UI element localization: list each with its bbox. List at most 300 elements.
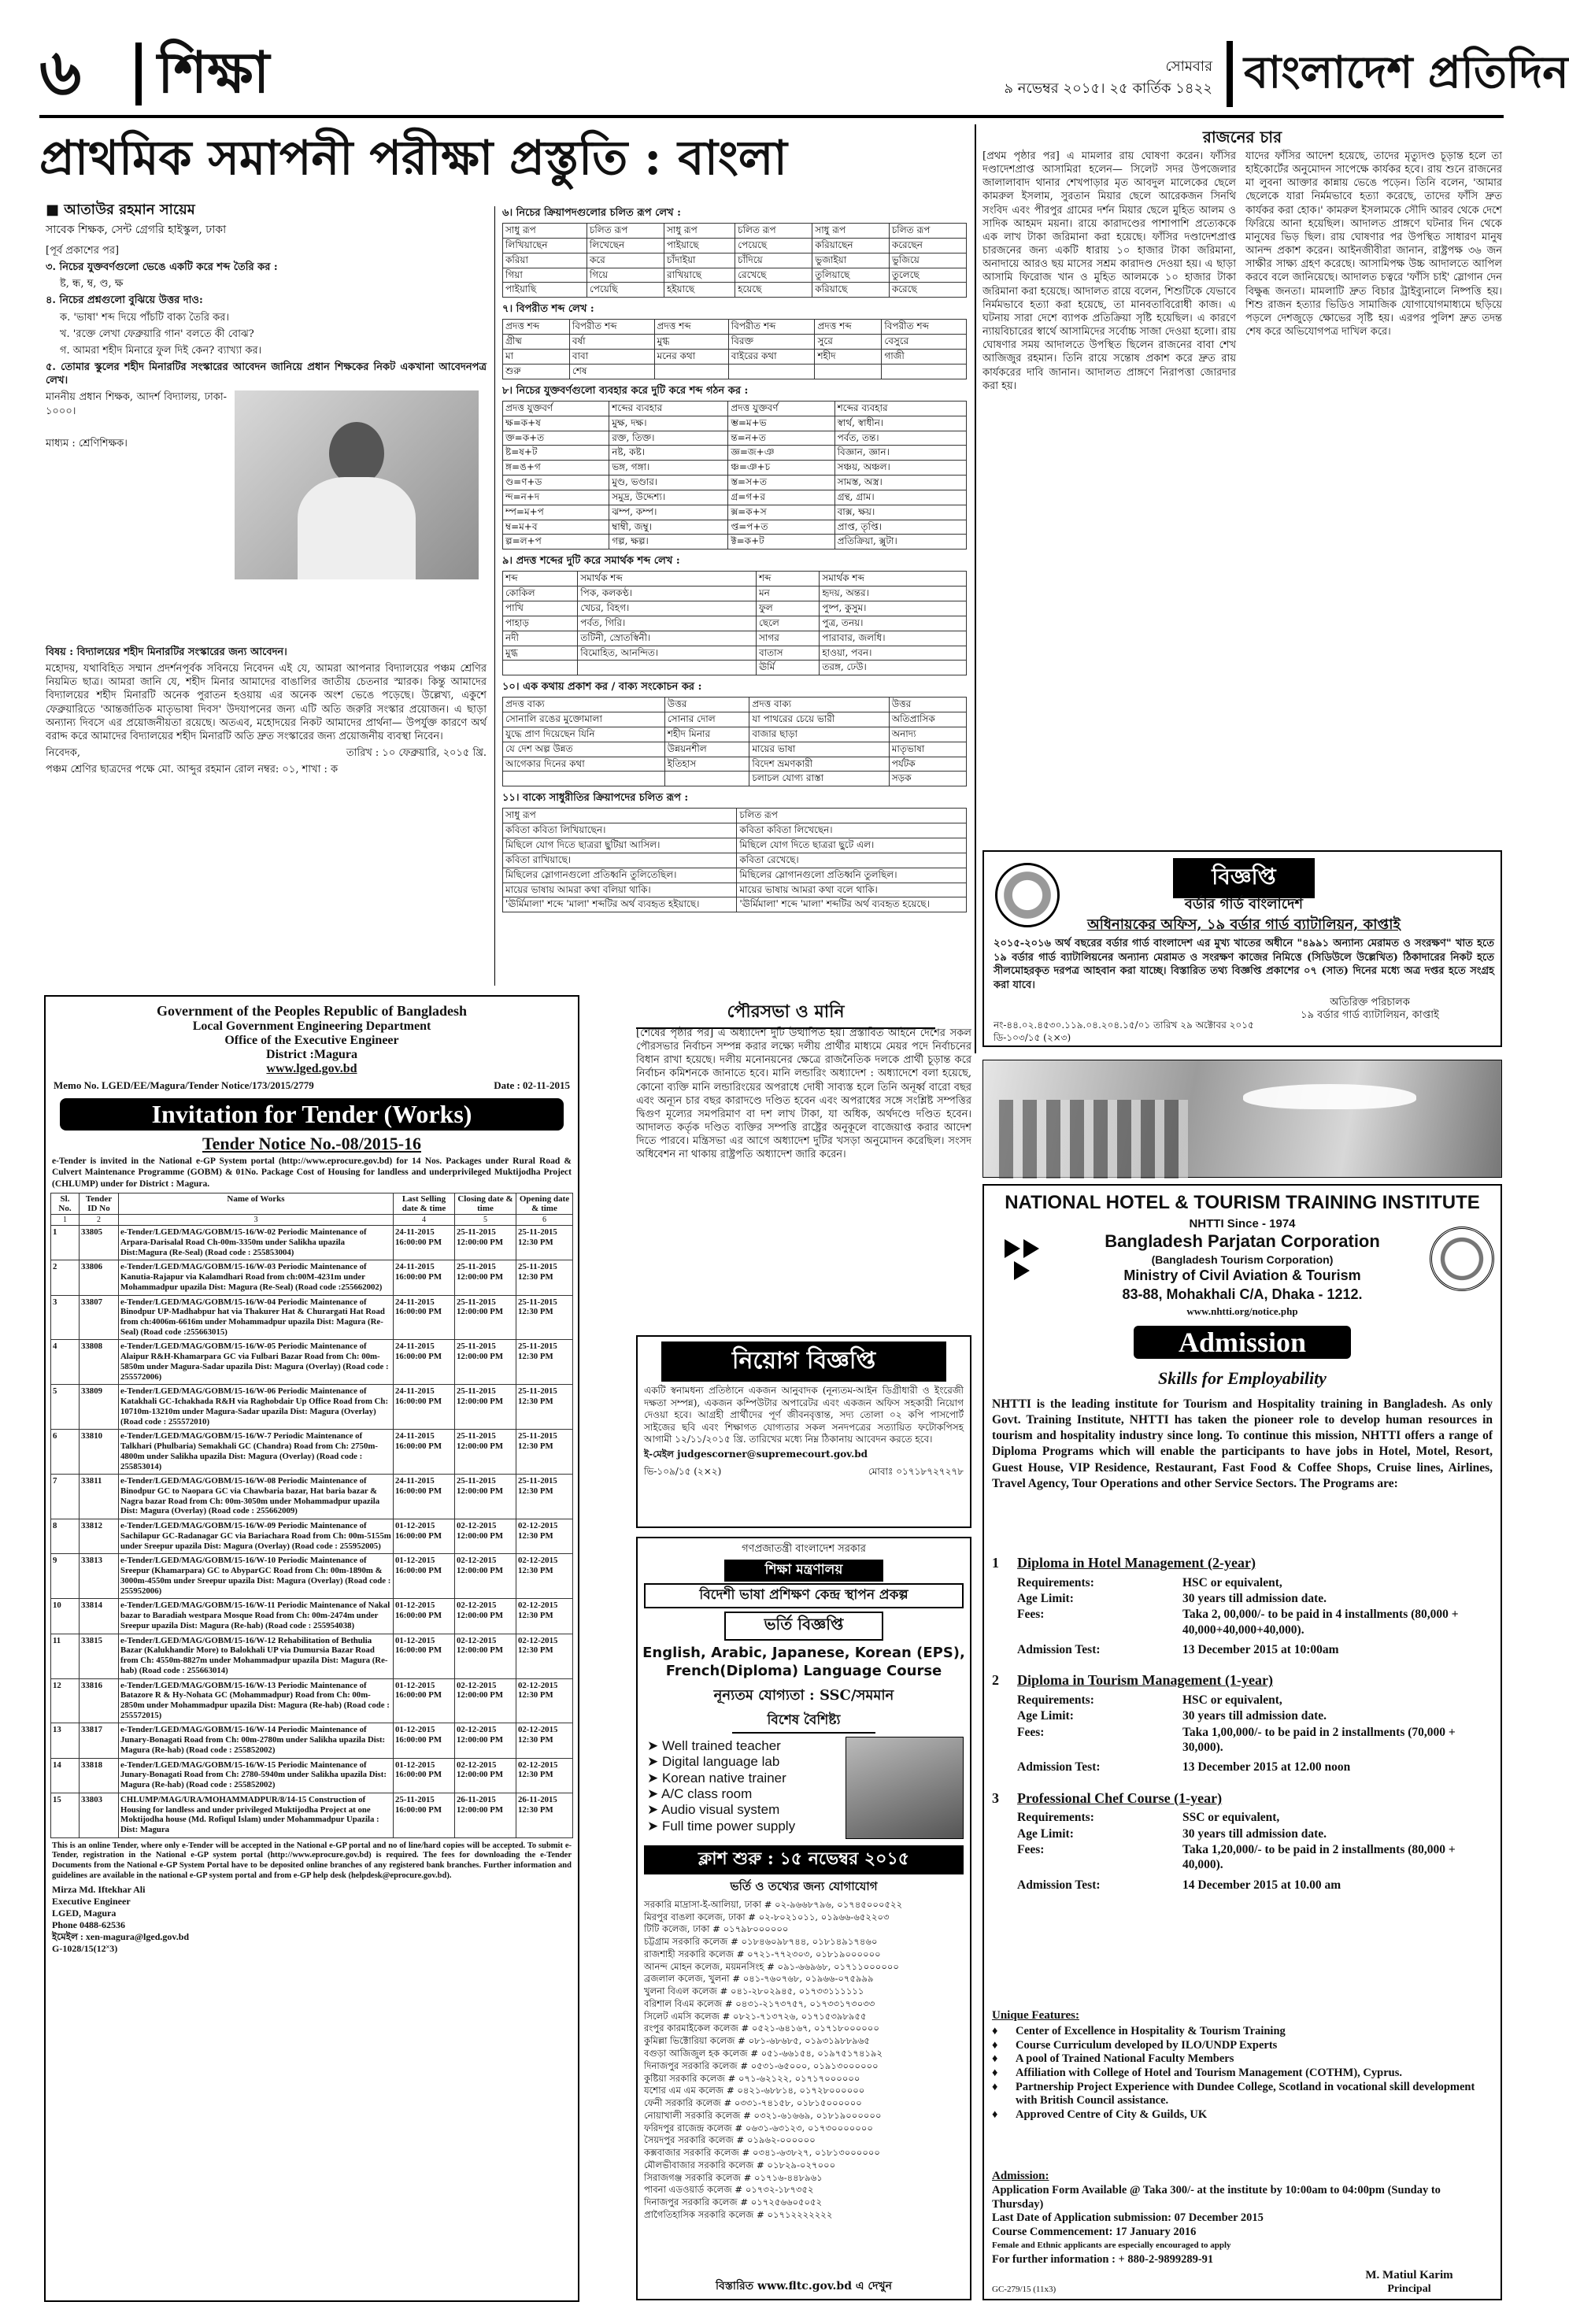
table-cell: পুষ্প, কুসুম। (820, 601, 967, 616)
table-cell: বর্ষা (569, 335, 654, 350)
q10-table (502, 697, 967, 786)
nhtti-info: For further information : + 880-2-9899289-91 (992, 2253, 1214, 2266)
tender-cell: 33810 (80, 1430, 119, 1475)
tender-cell: 33803 (80, 1793, 119, 1837)
lesson-intro: [পূর্ব প্রকাশের পর] (46, 245, 120, 257)
table-cell: করিয়াছে (812, 283, 890, 298)
table-cell: ঙ্গ=ঙ+গ (503, 461, 609, 476)
tender-header-cell: Tender ID No (80, 1193, 119, 1215)
nhtti-adm-title: Admission: (992, 2170, 1049, 2182)
table-row (503, 646, 967, 661)
lang-contacts-list (638, 1899, 970, 2222)
table-cell: ছেলে (756, 616, 819, 631)
table-cell: মিছিলে যোগ দিতে ছাত্ররা ছুটে এল। (737, 838, 967, 853)
language-ad (636, 1537, 971, 2300)
lang-min-qual: নূন্যতম যোগ্যতা : SSC/সমমান (713, 1686, 894, 1704)
table-row (503, 883, 967, 897)
nhtti-unique-text: Affiliation with College of Hotel and Tourism Management (COTHM), Cyprus. (1016, 2067, 1402, 2080)
table-cell: গ্রীষ্ম (503, 335, 570, 350)
table-cell: তরঙ্গ, ঢেউ। (820, 661, 967, 675)
table-cell: ক্স=ক+স (728, 505, 834, 520)
lesson-col-divider (494, 206, 495, 986)
table-cell: তুলেছে (889, 268, 966, 283)
program-label: Age Limit: (1017, 1591, 1074, 1605)
tender-cell: 02-12-2015 12:00:00 PM (455, 1723, 516, 1758)
table-cell: মুগ্ধ (654, 335, 728, 350)
tender-web[interactable]: www.lged.gov.bd (266, 1062, 357, 1075)
table-cell: মায়ের ভাষায় আমরা কথা বলে থাকি। (737, 883, 967, 897)
tender-cell: 1 (51, 1226, 80, 1260)
tender-cell: 5 (51, 1385, 80, 1430)
table-cell: করে (587, 253, 664, 268)
program-label: Requirements: (1017, 1575, 1094, 1589)
tender-cell: e-Tender/LGED/MAG/GOBM/15-16/W-7 Periodic Maintenance of Talkhari (Phulbaria) Semakhali GC (Chandra) Road from Ch: 2750m-4800m under Salikha upazila Dist: Magura (Overlay) (Road code : 255853014) (119, 1430, 394, 1475)
job-email[interactable]: ই-মেইল judgescorner@supremecourt.gov.bd (644, 1448, 868, 1460)
tender-memo: Memo No. LGED/EE/Magura/Tender Notice/173/2015/2779 (54, 1079, 314, 1091)
tender-cell: e-Tender/LGED/MAG/GOBM/15-16/W-08 Periodic Maintenance of Binodpur GC to Naopara GC via Chawbaria bazar, Hat baria bazar & Nagra bazar Road from Ch: 00m-3050m under Mohammadpur upazila Dist: Magura (Overlay) (Road code : 255662009) (119, 1475, 394, 1519)
table-header-cell: সাধু রূপ (812, 224, 890, 239)
lang-contact-line: মিরপুর বাঙলা কলেজ, ঢাকা # ০২-৮০২১০১১, ০১৯৬৬-৬৫২২০৩ (644, 1911, 890, 1922)
lang-contact-line: আনন্দ মোহন কলেজ, ময়মনসিংহ # ০৯১-৬৬৯৬৮, ০১৭১১০০০০০০ (644, 1960, 899, 1972)
tender-cell: 02-12-2015 12:30 PM (516, 1723, 573, 1758)
table-cell: কবিতা রাখিয়াছে। (503, 853, 737, 868)
tender-cell: 25-11-2015 16:00:00 PM (394, 1793, 455, 1837)
table-cell: সঞ্চয়, অঞ্চল। (834, 461, 966, 476)
bgb-code: ডি-১০৩/১৫ (২×৩) (994, 1032, 1071, 1043)
tender-signer-title: Executive Engineer (52, 1896, 131, 1908)
tender-cell: 01-12-2015 16:00:00 PM (394, 1519, 455, 1554)
table-row (503, 431, 967, 446)
table-cell: বাতাস (756, 646, 819, 661)
table-cell: পর্বত, তন্ত। (834, 431, 966, 446)
program-value: 30 years till admission date. (1182, 1826, 1327, 1841)
lang-contact-line: প্রাগৈতিহাসিক সরকারি কলেজ # ০১৭১২২২২২২২ (644, 2208, 833, 2220)
table-cell: সুরে (815, 335, 882, 350)
job-title: নিয়োগ বিজ্ঞপ্তি (661, 1341, 946, 1382)
table-header-cell: উত্তর (664, 698, 749, 712)
tender-cell: e-Tender/LGED/MAG/GOBM/15-16/W-04 Periodic Maintenance of Binodpur UP-Madhabpur hat via Thakurer Hat & Churargati Hat Road from ch:4006m-6616m under Mohammadpur upazila Dist: Magura (Re-Seal) (Road code :255663015) (119, 1295, 394, 1340)
table-cell: হয়েছে (735, 283, 812, 298)
table-cell: চলাচল যোগ্য রাস্তা (749, 772, 889, 786)
tender-footer: This is an online Tender, where only e-Tender will be accepted in the National e-GP portal and no of line/hard copies will be accepted. To submit e-Tender, registration in the National e-GP system portal (http://www.eprocure.gov.bd) is required. The fees for downloading the e-Tender Documents from the National e-GP System Portal have to be deposited online branches of any registered bank branches. Further information and guidelines are available in the national e-GP system portal and from e-GP help desk (helpdesk@eprocure.gov.bd). (52, 1841, 572, 1880)
header-day: সোমবার (1165, 58, 1212, 75)
nhtti-adm-line: Course Commencement: 17 January 2016 (992, 2226, 1197, 2239)
table-row (503, 335, 967, 350)
lang-contact-line: বগুড়া আজিজুল হক কলেজ # ০৫১-৬৬১৫৪, ০১৯৭৫১৭৪১৯২ (644, 2047, 883, 2059)
table-cell: গিয়া (503, 268, 587, 283)
lang-contact-line: সৈয়দপুর সরকারি কলেজ # ০১৯৬২-০০০০০০ (644, 2134, 816, 2146)
table-cell: পর্যটক (889, 757, 966, 772)
bgb-office: অধিনায়কের অফিস, ১৯ বর্ডার গার্ড ব্যাটালিয়ন, কাপ্তাই (1087, 916, 1401, 933)
program-number: 3 (992, 1789, 999, 1806)
lang-contact-line: ফেনী সরকারি কলেজ # ০৩৩১-৭৪১৫৮, ০১৮১৫০০০০০০ (644, 2097, 862, 2109)
table-cell: পাখি (503, 601, 578, 616)
tender-header-num: 3 (119, 1215, 394, 1226)
tender-cell: 13 (51, 1723, 80, 1758)
tender-cell: 2 (51, 1260, 80, 1295)
tender-cell: 01-12-2015 16:00:00 PM (394, 1634, 455, 1678)
table-header-cell: প্রদত্ত শব্দ (654, 320, 728, 335)
table-cell: কবিতা রেখেছে। (737, 853, 967, 868)
lang-courses: English, Arabic, Japanese, Korean (EPS), French(Diploma) Language Course (642, 1645, 965, 1680)
letter-body-column (46, 646, 487, 984)
lang-contact-line: নোয়াখালী সরকারি কলেজ # ০৩২১-৬১৬৬৯, ০১৮১৯০০০০০০ (644, 2109, 882, 2121)
nhtti-seal-icon (1430, 1227, 1494, 1291)
table-cell: শুরু (503, 364, 570, 379)
program-value: HSC or equivalent, (1182, 1575, 1282, 1589)
q3-items: ষ্ট, ন্ধ, ম্ব, ণ্ড, ক্ষ (60, 278, 124, 290)
tender-cell: 02-12-2015 12:30 PM (516, 1554, 573, 1599)
table-row (503, 253, 967, 268)
bgb-emblem-icon (995, 863, 1060, 927)
table-cell: মুগ্ধ (503, 646, 578, 661)
tender-cell: 33815 (80, 1634, 119, 1678)
tender-row (51, 1554, 573, 1599)
program-value: 14 December 2015 at 10.00 am (1182, 1878, 1341, 1892)
table-cell: করেছেন (889, 238, 966, 253)
tender-row (51, 1295, 573, 1340)
tender-cell: e-Tender/LGED/MAG/GOBM/15-16/W-09 Periodic Maintenance of Sachilapur GC-Radanagar GC via Bariachara Road from Ch: 00m-5155m under Sreepur upazila Dist: Magura (Overlay) (Road code : 255952005) (119, 1519, 394, 1554)
tender-cell: 33817 (80, 1723, 119, 1758)
table-cell: সোনার দোল (664, 712, 749, 727)
tender-cell: 11 (51, 1634, 80, 1678)
tender-cell: 01-12-2015 16:00:00 PM (394, 1723, 455, 1758)
program-label: Admission Test: (1017, 1760, 1101, 1774)
table-cell: সাগর (756, 631, 819, 646)
lang-ministry: শিক্ষা মন্ত্রণালয় (724, 1560, 883, 1582)
tender-cell: 25-11-2015 12:30 PM (516, 1295, 573, 1340)
rajan-title: রাজনের চার (1202, 128, 1282, 146)
tender-cell: 02-12-2015 12:00:00 PM (455, 1519, 516, 1554)
table-row (503, 616, 967, 631)
tender-cell: 25-11-2015 12:00:00 PM (455, 1226, 516, 1260)
q11-title: ১১। বাক্যে সাধুরীতির ক্রিয়াপদের চলিত রূপ : (502, 792, 689, 805)
table-cell: ভুজাইয়া (812, 253, 890, 268)
tender-row (51, 1599, 573, 1634)
q5-title: ৫. তোমার স্কুলের শহীদ মিনারটির সংস্কারের আবেদন জানিয়ে প্রধান শিক্ষকের নিকট একখানা আবেদনপত্র লেখ। (46, 361, 487, 387)
nhtti-ministry: Ministry of Civil Aviation & Tourism (1123, 1267, 1361, 1283)
tender-cell: 24-11-2015 16:00:00 PM (394, 1430, 455, 1475)
nhtti-adm-lines (992, 2184, 1493, 2240)
tender-row (51, 1385, 573, 1430)
table-cell: অনাদ্য (889, 727, 966, 742)
table-cell: মিছিলের স্লোগানগুলো প্রতিধ্বনি তুলছিল। (737, 868, 967, 883)
table-row (503, 742, 967, 757)
page-header (39, 33, 1569, 112)
table-cell: পাহাড় (503, 616, 578, 631)
bgb-notice (982, 850, 1502, 1047)
tender-header-num: 1 (51, 1215, 80, 1226)
table-row (503, 535, 967, 550)
program-value: 30 years till admission date. (1182, 1709, 1327, 1723)
table-cell: গ্রন্থ, গ্রাম। (834, 490, 966, 505)
tender-cell: 3 (51, 1295, 80, 1340)
tender-cell: 10 (51, 1599, 80, 1634)
tender-header-num: 2 (80, 1215, 119, 1226)
table-header-cell: বিপরীত শব্দ (569, 320, 654, 335)
nhtti-unique-text: A pool of Trained National Faculty Members (1016, 2052, 1234, 2066)
table-cell: ষ্ট=ষ+ট (503, 446, 609, 461)
lang-contact-line: রংপুর কারমাইকেল কলেজ # ০৫২১-৬৪১৬৭, ০১৭১৮০০০০০০ (644, 2022, 879, 2034)
table-cell: মাতৃভাষা (889, 742, 966, 757)
q9-table (502, 571, 967, 675)
tender-cell: 14 (51, 1758, 80, 1793)
tender-cell: 02-12-2015 12:30 PM (516, 1599, 573, 1634)
nhtti-unique-title: Unique Features: (992, 2009, 1079, 2022)
table-row (503, 238, 967, 253)
table-cell: পুত্র, তনয়। (820, 616, 967, 631)
nhtti-admission-banner: Admission (1134, 1326, 1351, 1359)
table-row (503, 757, 967, 772)
table-cell: তটিনী, স্রোতস্বিনী। (578, 631, 757, 646)
program-label: Fees: (1017, 1608, 1045, 1622)
table-cell: করিয়াছেন (812, 238, 890, 253)
nhtti-code: GC-279/15 (11x3) (992, 2285, 1056, 2294)
tender-cell: 33816 (80, 1678, 119, 1723)
lang-contact-title: ভর্তি ও তথ্যের জন্য যোগাযোগ (730, 1878, 878, 1893)
tender-header-cell: Last Selling date & time (394, 1193, 455, 1215)
table-cell: লিখিয়াছেন (503, 238, 587, 253)
table-header-cell: সমার্থক শব্দ (578, 572, 757, 587)
table-cell (654, 364, 728, 379)
bgb-signer: অতিরিক্ত পরিচালক (1330, 997, 1410, 1008)
tender-row (51, 1678, 573, 1723)
tender-cell: 33805 (80, 1226, 119, 1260)
tender-cell: e-Tender/LGED/MAG/GOBM/15-16/W-10 Periodic Maintenance of Sreepur (Khamarpara) GC to AbyparGC Road from Ch: 00m-1890m & 3000m-4550m under Sreepur upazila Dist: Magura (Overlay) (Road code : 255952006) (119, 1554, 394, 1599)
author-role: সাবেক শিক্ষক, সেন্ট গ্রেগরি হাইস্কুল, ঢাকা (46, 224, 227, 236)
table-cell: ম্প=ম+প (503, 505, 609, 520)
nhtti-adm-line: Last Date of Application submission: 07 December 2015 (992, 2211, 1264, 2225)
pourashava-body: [শেষের পৃষ্ঠার পর] এ অধ্যাদেশ দুটি উত্থাপিত হয়। প্রস্তাবিত আইনে দেশের সকল পৌরসভার নির্বাচন সম্পন্ন করার লক্ষ্যে দলীয় প্রার্থীর মাধ্যমে মেয়র পদে নির্বাচনের বিধান রাখা হয়েছে। দলীয় মনোনয়নের ক্ষেত্রে রাজনৈতিক দলকে প্রার্থী চূড়ান্ত করে নির্বাচন কমিশনকে জানাতে হবে। মানি লন্ডারিং অধ্যাদেশ : অধ্যাদেশে বলা হয়েছে, কোনো ব্যক্তি মানি লন্ডারিংয়ের অপরাধে দোষী সাব্যস্ত হলে তিনি অনূর্ধ্ব বারো বছর এবং অন্যূন চার বছর কারাদণ্ডে দণ্ডিত হবেন এবং অপরাধের সঙ্গে সংশ্লিষ্ট সম্পত্তির দ্বিগুণ মূল্যের সমপরিমাণ বা দশ লাখ টাকা, যা অধিক, অর্থদণ্ডে দণ্ডিত হবেন। আদালত কর্তৃক দণ্ডিত ব্যক্তির সম্পত্তি রাষ্ট্রের অনুকূলে বাজেয়াপ্ত করার আদেশ দিতে পারবে। মন্ত্রিসভা এর আগে অধ্যাদেশ দুটির খসড়া অনুমোদন করেছিল। সংসদ অধিবেশন না থাকায় রাষ্ট্রপতি অধ্যাদেশ জারি করেন। (636, 1027, 971, 1161)
nhtti-adm-line: Application Form Available @ Taka 300/- at the institute by 10:00am to 04:00pm (Sunday to Thursday) (992, 2184, 1441, 2211)
table-header-cell: সাধু রূপ (503, 809, 737, 823)
nhtti-unique-item (992, 2025, 1493, 2039)
tender-cell: 24-11-2015 16:00:00 PM (394, 1260, 455, 1295)
lang-contact-line: সিরাজগঞ্জ সরকারি কলেজ # ০১৭১৬-৪৪৮৯৬১ (644, 2171, 823, 2183)
table-cell: ক্ষ=ক+ষ (503, 416, 609, 431)
table-cell: চাঁদিয়ে (735, 253, 812, 268)
q8-table (502, 401, 967, 550)
table-cell: হৃদয়, অন্তর। (820, 587, 967, 601)
bgb-title: বিজ্ঞপ্তি (1173, 858, 1315, 898)
table-header-cell: প্রদত্ত বাক্য (749, 698, 889, 712)
tender-cell: 25-11-2015 12:30 PM (516, 1385, 573, 1430)
program-name: Diploma in Tourism Management (1-year) (1017, 1672, 1273, 1689)
tender-cell: 25-11-2015 12:30 PM (516, 1475, 573, 1519)
lang-feature-text: Well trained teacher (661, 1737, 781, 1753)
tender-code: G-1028/15(12˟3) (52, 1943, 118, 1955)
table-cell: যা পাথরের চেয়ে ভারী (749, 712, 889, 727)
table-cell: ঝম্প, কম্প। (609, 505, 728, 520)
table-header-cell: উত্তর (889, 698, 966, 712)
lang-contact-line: পাবনা এডওয়ার্ড কলেজ # ০১৭৩২-১৮৭৩৫২ (644, 2184, 814, 2196)
nhtti-unique-text: Course Curriculum developed by ILO/UNDP Experts (1016, 2038, 1278, 2052)
lesson-left-column (46, 244, 487, 642)
lang-features-title: বিশেষ বৈশিষ্ট্য (732, 1710, 875, 1734)
table-row (503, 712, 967, 727)
tender-cell: 25-11-2015 12:30 PM (516, 1430, 573, 1475)
program-number: 1 (992, 1555, 999, 1571)
letter-sign: নিবেদক, (46, 747, 80, 760)
tender-cell: 02-12-2015 12:30 PM (516, 1519, 573, 1554)
table-cell: হাওয়া, পবন। (820, 646, 967, 661)
table-row (503, 661, 967, 675)
tender-cell: 33809 (80, 1385, 119, 1430)
program-label: Admission Test: (1017, 1878, 1101, 1892)
tender-cell: e-Tender/LGED/MAG/GOBM/15-16/W-12 Rehabilitation of Bethulia Bazar (Kalukhandir More) to Balokhali UP via Dumursia Bazar Road from Ch: 4550m-8827m under Mohammadpur upazila Dist: Magura (Re-hab) (Road code : 255663014) (119, 1634, 394, 1678)
tender-cell: e-Tender/LGED/MAG/GOBM/15-16/W-06 Periodic Maintenance of Katakhali GC-Ichakhada R&H via Raghobdair Up Office Road from Ch: 10710m-13210m under Magura-Sadar upazila Dist: Magura (Overlay) (Road code : 255572010) (119, 1385, 394, 1430)
lesson-right-column (502, 206, 967, 986)
table-header-cell: প্রদত্ত যুক্তবর্ণ (728, 401, 834, 416)
arrow-icon: ➤ (647, 1818, 662, 1834)
lang-gov: গণপ্রজাতন্ত্রী বাংলাদেশ সরকার (742, 1543, 866, 1555)
table-cell: ন্দ=ন+দ (503, 490, 609, 505)
nhtti-intro: NHTTI is the leading institute for Tourism and Hospitality training in Bangladesh. As only Govt. Training Institute, NHTTI has taken the pioneer role to develop human resources in tourism and hospitality industry since long. To continue this mission, NHTTI offers a range of Diploma Programs which will enable the participants to have jobs in Hotel, Motel, Resort, Guest House, VIP Residence, Restaurant, Fast Food & Coffee Shops, Cruise lines, Airlines, Travel Agency, Tour Operations and other Service Sectors. The Programs are: (992, 1397, 1493, 1490)
table-cell (815, 364, 882, 379)
table-row (503, 868, 967, 883)
table-header-cell: বিপরীত শব্দ (882, 320, 967, 335)
table-cell (578, 661, 757, 675)
tender-cell: CHLUMP/MAG/URA/MOHAMMADPUR/8/14-15 Construction of Housing for landless and under privileged Muktijodha Project at one Moktijodha house (Md. Rofiqul Islam) under Mohammadpur Upazila : Dist: Magura (119, 1793, 394, 1837)
lang-feature-text: A/C class room (661, 1786, 753, 1801)
table-cell: ঊর্মি (756, 661, 819, 675)
table-cell: করিয়া (503, 253, 587, 268)
q7-title: ৭। বিপরীত শব্দ লেখ : (502, 303, 594, 316)
lang-students-photo (846, 1737, 964, 1839)
rajan-col-2: যাদের ফাঁসির আদেশ হয়েছে, তাদের মৃত্যুদণ্ড চূড়ান্ত হলে তা হাইকোর্টের অনুমোদন সাপেক্ষে কার্যকর হবে। রায় শুনে রাজনের মা লুবনা আক্তার কান্নায় ভেঙে পড়েন। তিনি বলেন, 'আমার ছেলেকে যারা নির্মমভাবে হত্যা করেছে, তাদের ফাঁসি দ্রুত কার্যকর করা হোক।' কামরুল ইসলামকে সৌদি আরব থেকে দেশে ফিরিয়ে আনা হয়েছিল। আদালত প্রাঙ্গণে ঘটনার দিন থেকে মানুষের ভিড় ছিল। রায় ঘোষণার পর উপস্থিত সাধারণ মানুষ আনন্দ প্রকাশ করেন। আইনজীবীরা জানান, রাষ্ট্রপক্ষ ৩৬ জন সাক্ষীর সাক্ষ্য গ্রহণ করেছে। আসামিপক্ষ উচ্চ আদালতে আপিল করবে বলে জানিয়েছে। আদালত চত্বরে 'ফাঁসি চাই' স্লোগান দেন বিক্ষুব্ধ জনতা। মামলাটি দ্রুত বিচার ট্রাইব্যুনালে নিষ্পত্তি হয়। শিশু রাজন হত্যার ভিডিও সামাজিক যোগাযোগমাধ্যমে ছড়িয়ে পড়লে দেশজুড়ে ক্ষোভের সৃষ্টি হয়। এরপর পুলিশ দ্রুত তদন্ত শেষ করে অভিযোগপত্র দাখিল করে। (1245, 150, 1502, 339)
table-cell: শহীদ মিনার (664, 727, 749, 742)
table-row (503, 838, 967, 853)
lang-project: বিদেশী ভাষা প্রশিক্ষণ কেন্দ্র স্থাপন প্রকল্প (644, 1583, 964, 1608)
table-cell (664, 772, 749, 786)
table-row (503, 520, 967, 535)
diamond-bullet-icon: ♦ (992, 2108, 998, 2122)
q4-item: খ. 'রক্তে লেখা ফেব্রুয়ারি গান' বলতে কী বোঝ? (60, 328, 254, 340)
tender-phone: Phone 0488-62536 (52, 1919, 125, 1931)
tender-banner: Invitation for Tender (Works) (60, 1098, 564, 1131)
tender-cell: 25-11-2015 12:00:00 PM (455, 1340, 516, 1385)
letter-subject: বিষয় : বিদ্যালয়ের শহীদ মিনারটির সংস্কারের জন্য আবেদন। (46, 646, 287, 658)
table-cell (728, 364, 815, 379)
tender-cell: e-Tender/LGED/MAG/GOBM/15-16/W-15 Periodic Maintenance of Junary-Bonagati Road from Ch: 2780-5940m under Salikha upazila Dist: Magura (Re-hab) (Road code : 255852002) (119, 1758, 394, 1793)
diamond-bullet-icon: ♦ (992, 2038, 998, 2052)
table-cell: ম্ব=ম+ব (503, 520, 609, 535)
table-cell (882, 364, 967, 379)
table-cell: 'ঊর্মিমালা' শব্দে 'মালা' শব্দটির অর্থ ব্যবহৃত হইয়াছে। (503, 897, 737, 912)
table-cell: বিজ্ঞান, জ্ঞান। (834, 446, 966, 461)
table-row (503, 587, 967, 601)
tender-cell: 24-11-2015 16:00:00 PM (394, 1226, 455, 1260)
diamond-bullet-icon: ♦ (992, 2052, 998, 2066)
lang-contact-line: কক্সবাজার সরকারি কলেজ # ০৩৪১-৬৩৮২৭, ০১৮১৩০০০০০০ (644, 2147, 880, 2159)
nhtti-skills: Skills for Employability (1158, 1368, 1327, 1388)
tender-cell: e-Tender/LGED/MAG/GOBM/15-16/W-11 Periodic Maintenance of Nakal bazar to Baradiah westpara Mosque Road from Ch: 00m-2474m under Sreepur upazila Dist: Magura (Re-hab) (Road code : 255954038) (119, 1599, 394, 1634)
tender-cell: 25-11-2015 12:00:00 PM (455, 1430, 516, 1475)
nhtti-unique-item (992, 2108, 1493, 2122)
tender-header-cell: Opening date & time (516, 1193, 573, 1215)
tender-cell: 02-12-2015 12:00:00 PM (455, 1554, 516, 1599)
lang-class-start: ক্লাশ শুরু : ১৫ নভেম্বর ২০১৫ (644, 1845, 964, 1874)
table-header-cell: শব্দ (503, 572, 578, 587)
tender-row (51, 1519, 573, 1554)
table-cell: বিমোহিত, আনন্দিত। (578, 646, 757, 661)
bgb-memo: নং-৪৪.০২.৪৫৩০.১১৯.০৪.২০৪.১৫/০১ তারিখ ২৯ অক্টোবর ২০১৫ (994, 1020, 1254, 1031)
nhtti-unique-item (992, 2067, 1493, 2081)
nhtti-web[interactable]: www.nhtti.org/notice.php (1186, 1305, 1298, 1317)
lang-feature-text: Korean native trainer (661, 1770, 786, 1786)
tender-cell: 15 (51, 1793, 80, 1837)
program-label: Admission Test: (1017, 1643, 1101, 1656)
table-cell: ক্ট=ক+ট (728, 535, 834, 550)
letter-from: পঞ্চম শ্রেণির ছাত্রদের পক্ষে মো. আব্দুর রহমান রোল নম্বর: ০১, শাখা : ক (46, 764, 339, 776)
table-cell: প্রাপ্ত, তৃপ্তি। (834, 520, 966, 535)
table-header-cell: চলিত রূপ (889, 224, 966, 239)
tender-cell: e-Tender/LGED/MAG/GOBM/15-16/W-13 Periodic Maintenance of Batazore R & Hy-Nohata GC (Mohammadpur) Road from Ch: 00m-2850m under Mohammadpur upazila Dist: Magura (Re-hab) (Road code : 255572015) (119, 1678, 394, 1723)
table-cell: মায়ের ভাষায় আমরা কথা বলিয়া থাকি। (503, 883, 737, 897)
nhtti-ad (982, 1184, 1502, 2300)
lang-feature-text: Digital language lab (661, 1754, 780, 1770)
header-date: ৯ নভেম্বর ২০১৫। ২৫ কার্তিক ১৪২২ (1004, 80, 1212, 97)
table-row (503, 823, 967, 838)
lang-contact-line: মৌলভীবাজার সরকারি কলেজ # ০১৮২৯-০২৭০০০ (644, 2159, 836, 2170)
tender-row (51, 1260, 573, 1295)
table-cell: শহীদ (815, 350, 882, 365)
q7-table (502, 319, 967, 379)
masthead-logo: বাংলাদেশ প্রতিদিন (1244, 46, 1569, 98)
table-cell: সামস্ত, অস্ত্র। (834, 476, 966, 490)
table-cell: গ্র=গ+র (728, 490, 834, 505)
table-cell: বিরক্ত (728, 335, 815, 350)
table-cell: করেছে (889, 283, 966, 298)
table-cell: খেচর, বিহগ। (578, 601, 757, 616)
diamond-bullet-icon: ♦ (992, 2080, 998, 2093)
q8-title: ৮। নিচের যুক্তবর্ণগুলো ব্যবহার করে দুটি করে শব্দ গঠন কর : (502, 384, 749, 397)
table-row (503, 897, 967, 912)
table-cell: আগেকার দিনের কথা (503, 757, 665, 772)
nhtti-address: 83-88, Mohakhali C/A, Dhaka - 1212. (1122, 1286, 1363, 1302)
tender-cell: 33811 (80, 1475, 119, 1519)
table-cell: পেয়েছে (735, 238, 812, 253)
tender-intro: e-Tender is invited in the National e-GP System portal (http://www.eprocure.gov.bd) for 14 Nos. Packages under Rural Road & Culvert Maintenance Programme (GOBM) & 01No. Package Cost of Housing for landless and underprivileged Muktijodha Project (CHLUMP) under for District : Magura. (52, 1156, 572, 1189)
table-cell: ক্ত=ক+ত (503, 431, 609, 446)
diamond-bullet-icon: ♦ (992, 2025, 998, 2037)
nhtti-emblem-icon (997, 1231, 1052, 1286)
tender-signer-org: LGED, Magura (52, 1908, 117, 1919)
nhtti-unique-item (992, 2052, 1493, 2067)
table-cell: পিক, কলকণ্ঠ। (578, 587, 757, 601)
tender-cell: e-Tender/LGED/MAG/GOBM/15-16/W-03 Periodic Maintenance of Kanutia-Rajapur via Kalamdhari Road from ch:00M-4231m under Mohammadpur upazila Dist: Magura (Re-Seal) (Road code :255662002) (119, 1260, 394, 1295)
tender-cell: 33807 (80, 1295, 119, 1340)
table-cell: পেয়েছি (587, 283, 664, 298)
tender-office: Office of the Executive Engineer (224, 1034, 399, 1047)
diamond-bullet-icon: ♦ (992, 2067, 998, 2080)
table-cell: বাক্স, ক্ষয়। (834, 505, 966, 520)
table-cell: মায়ের ভাষা (749, 742, 889, 757)
table-header-cell: চলিত রূপ (587, 224, 664, 239)
table-cell: মুণ্ড, ভণ্ডার। (609, 476, 728, 490)
nhtti-corp: Bangladesh Parjatan Corporation (1105, 1231, 1380, 1251)
tender-cell: e-Tender/LGED/MAG/GOBM/15-16/W-05 Periodic Maintenance of Alaipur R&H-Khamarpara GC via Fulbari Bazar Road from Ch: 00m-5850m under Magura-Sadar upazila Dist: Magura (Overlay) (Road code : 255572006) (119, 1340, 394, 1385)
lang-feature-text: Audio visual system (661, 1802, 780, 1818)
q4-title: ৪. নিচের প্রশ্নগুলো বুঝিয়ে উত্তর দাও: (46, 294, 203, 307)
header-divider (135, 43, 142, 105)
tender-row (51, 1634, 573, 1678)
tender-cell: 25-11-2015 12:00:00 PM (455, 1295, 516, 1340)
tender-cell: 25-11-2015 12:00:00 PM (455, 1260, 516, 1295)
tender-date: Date : 02-11-2015 (494, 1079, 570, 1091)
page-number: ৬ (39, 35, 82, 110)
table-row (503, 350, 967, 365)
